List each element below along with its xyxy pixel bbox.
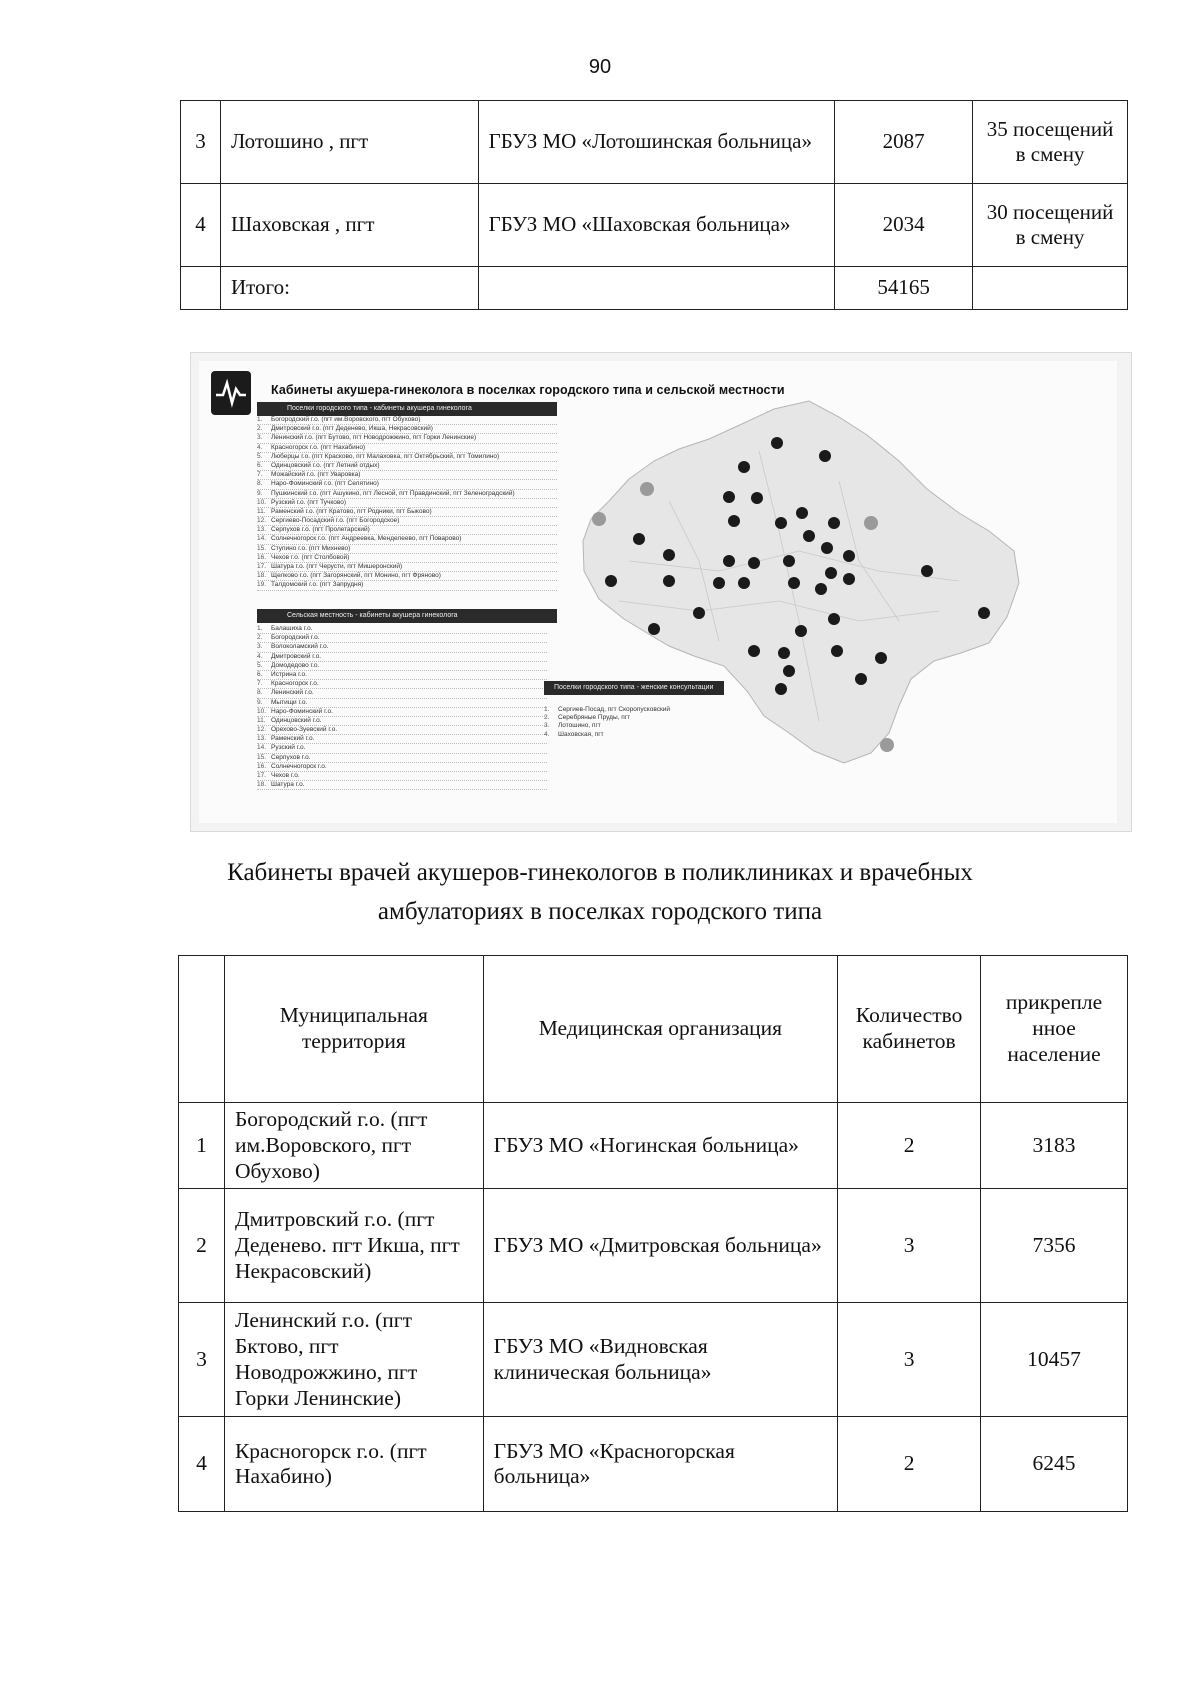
territory-cell: Богородский г.о. (пгт им.Воровского, пгт Обухово) (224, 1103, 483, 1189)
population-cell: 10457 (981, 1303, 1128, 1417)
cabinet-count-cell: 2 (838, 1417, 981, 1512)
header-territory: Муниципальная территория (224, 956, 483, 1103)
empty-cell (478, 267, 835, 310)
header-num (179, 956, 225, 1103)
main-table (178, 955, 1128, 1512)
top-table (180, 100, 1128, 310)
section-title-line-2: амбулаториях в поселках городского типа (377, 897, 823, 925)
row-number: 4 (179, 1417, 225, 1512)
list-item: 12. Сергиево-Посадский г.о. (пгт Богородское) (257, 517, 557, 526)
list-item: 3. Лотошино, пгт (544, 722, 601, 730)
list-item: 17. Шатура г.о. (пгт Черусти, пгт Мишеронский) (257, 563, 557, 572)
list-item: 15. Ступино г.о. (пгт Михнево) (257, 545, 557, 554)
organization-cell: ГБУЗ МО «Дмитровская больница» (483, 1189, 837, 1303)
row-number: 3 (179, 1303, 225, 1417)
legend-header-rural: Сельская местность - кабинеты акушера гинеколога (257, 609, 557, 623)
empty-cell (181, 267, 221, 310)
list-item: 16. Солнечногорск г.о. (257, 763, 547, 772)
population-cell: 2087 (835, 101, 973, 184)
list-item: 11. Раменский г.о. (пгт Кратово, пгт Родники, пгт Быково) (257, 508, 557, 517)
territory-cell: Лотошино , пгт (220, 101, 478, 184)
table-row (179, 1417, 1128, 1512)
empty-cell (973, 267, 1128, 310)
header-cabinet-count: Количество кабинетов (838, 956, 981, 1103)
population-cell: 3183 (981, 1103, 1128, 1189)
list-item: 6. Одинцовский г.о. (пгт Летний отдых) (257, 462, 557, 471)
list-item: 7. Можайский г.о. (пгт Уваровка) (257, 471, 557, 480)
list-item: 8. Ленинский г.о. (257, 689, 547, 698)
list-item: 12. Орехово-Зуевский г.о. (257, 726, 547, 735)
legend-header-urban: Поселки городского типа - кабинеты акушера гинеколога (257, 402, 557, 416)
total-value: 54165 (835, 267, 973, 310)
list-item: 11. Одинцовский г.о. (257, 717, 547, 726)
cabinet-count-cell: 3 (838, 1303, 981, 1417)
list-item: 9. Мытищи г.о. (257, 699, 547, 708)
capacity-cell: 30 посещений в смену (973, 184, 1128, 267)
legend-urban-list (257, 416, 557, 591)
list-item: 8. Наро-Фоминский г.о. (пгт Селятино) (257, 480, 557, 489)
header-population: прикрепле нное население (981, 956, 1128, 1103)
list-item: 5. Люберцы г.о. (пгт Красково, пгт Малаховка, пгт Октябрьский, пгт Томилино) (257, 453, 557, 462)
organization-cell: ГБУЗ МО «Ногинская больница» (483, 1103, 837, 1189)
list-item: 7. Красногорск г.о. (257, 680, 547, 689)
list-item: 9. Пушкинский г.о. (пгт Ашукино, пгт Лесной, пгт Правдинский, пгт Зеленоградский) (257, 490, 557, 499)
table-header-row (179, 956, 1128, 1103)
organization-cell: ГБУЗ МО «Шаховская больница» (478, 184, 835, 267)
section-title-line-1: Кабинеты врачей акушеров-гинекологов в поликлиниках и врачебных (227, 859, 973, 886)
territory-cell: Шаховская , пгт (220, 184, 478, 267)
table-row (179, 1303, 1128, 1417)
list-item: 1. Сергиев-Посад, пгт Скоропусковский (544, 706, 671, 713)
list-item: 19. Талдомский г.о. (пгт Запрудня) (257, 581, 557, 590)
cabinet-count-cell: 3 (838, 1189, 981, 1303)
legend-rural-list (257, 625, 547, 790)
list-item: 10. Наро-Фоминский г.о. (257, 708, 547, 717)
row-number: 2 (179, 1189, 225, 1303)
population-cell: 2034 (835, 184, 973, 267)
list-item: 2. Богородский г.о. (257, 634, 547, 643)
population-cell: 6245 (981, 1417, 1128, 1512)
list-item: 4. Дмитровский г.о. (257, 653, 547, 662)
organization-cell: ГБУЗ МО «Красногорская больница» (483, 1417, 837, 1512)
territory-cell: Ленинский г.о. (пгт Бктово, пгт Новодрожжино, пгт Горки Ленинские) (224, 1303, 483, 1417)
page-number: 90 (588, 56, 612, 78)
table-row (181, 101, 1128, 184)
table-row (179, 1103, 1128, 1189)
total-label: Итого: (220, 267, 478, 310)
list-item: 14. Рузский г.о. (257, 744, 547, 753)
row-number: 1 (179, 1103, 225, 1189)
list-item: 5. Домодедово г.о. (257, 662, 547, 671)
list-item: 13. Серпухов г.о. (пгт Пролетарский) (257, 526, 557, 535)
list-item: 14. Солнечногорск г.о. (пгт Андреевка, Менделеево, пгт Поварово) (257, 535, 557, 544)
list-item: 15. Серпухов г.о. (257, 754, 547, 763)
map-figure (190, 352, 1132, 832)
capacity-cell: 35 посещений в смену (973, 101, 1128, 184)
header-organization: Медицинская организация (483, 956, 837, 1103)
list-item: 2. Серебряные Пруды, пгт (544, 714, 631, 722)
list-item: 4. Красногорск г.о. (пгт Нахабино) (257, 444, 557, 453)
list-item: 18. Шатура г.о. (257, 781, 547, 790)
list-item: 4. Шаховская, пгт (544, 730, 604, 738)
list-item: 1. Богородский г.о. (пгт им.Воровского, пгт Обухово) (257, 416, 557, 425)
population-cell: 7356 (981, 1189, 1128, 1303)
map-panel (199, 361, 1117, 823)
map-title: Кабинеты акушера-гинеколога в поселках городского типа и сельской местности (271, 383, 785, 397)
total-row (181, 267, 1128, 310)
cabinet-count-cell: 2 (838, 1103, 981, 1189)
section-title (0, 854, 1200, 932)
organization-cell: ГБУЗ МО «Видновская клиническая больница» (483, 1303, 837, 1417)
list-item: 13. Раменский г.о. (257, 735, 547, 744)
legend-header-womens-clinics: Поселки городского типа - женские консультации (544, 681, 724, 695)
list-item: 1. Балашиха г.о. (257, 625, 547, 634)
territory-cell: Дмитровский г.о. (пгт Деденево. пгт Икша, пгт Некрасовский) (224, 1189, 483, 1303)
table-row (181, 184, 1128, 267)
list-item: 17. Чехов г.о. (257, 772, 547, 781)
organization-cell: ГБУЗ МО «Лотошинская больница» (478, 101, 835, 184)
list-item: 16. Чехов г.о. (пгт Столбовой) (257, 554, 557, 563)
list-item: 18. Щелково г.о. (пгт Загорянский, пгт Монино, пгт Фряново) (257, 572, 557, 581)
list-item: 2. Дмитровский г.о. (пгт Деденево, Икша, Некрасовский) (257, 425, 557, 434)
legend-womens-clinics-list (544, 706, 734, 739)
list-item: 3. Ленинский г.о. (пгт Бутово, пгт Новодрожжино, пгт Горки Ленинские) (257, 434, 557, 443)
list-item: 10. Рузский г.о. (пгт Тучково) (257, 499, 557, 508)
table-row (179, 1189, 1128, 1303)
row-number: 3 (181, 101, 221, 184)
territory-cell: Красногорск г.о. (пгт Нахабино) (224, 1417, 483, 1512)
list-item: 3. Волоколамский г.о. (257, 643, 547, 652)
list-item: 6. Истрина г.о. (257, 671, 547, 680)
row-number: 4 (181, 184, 221, 267)
